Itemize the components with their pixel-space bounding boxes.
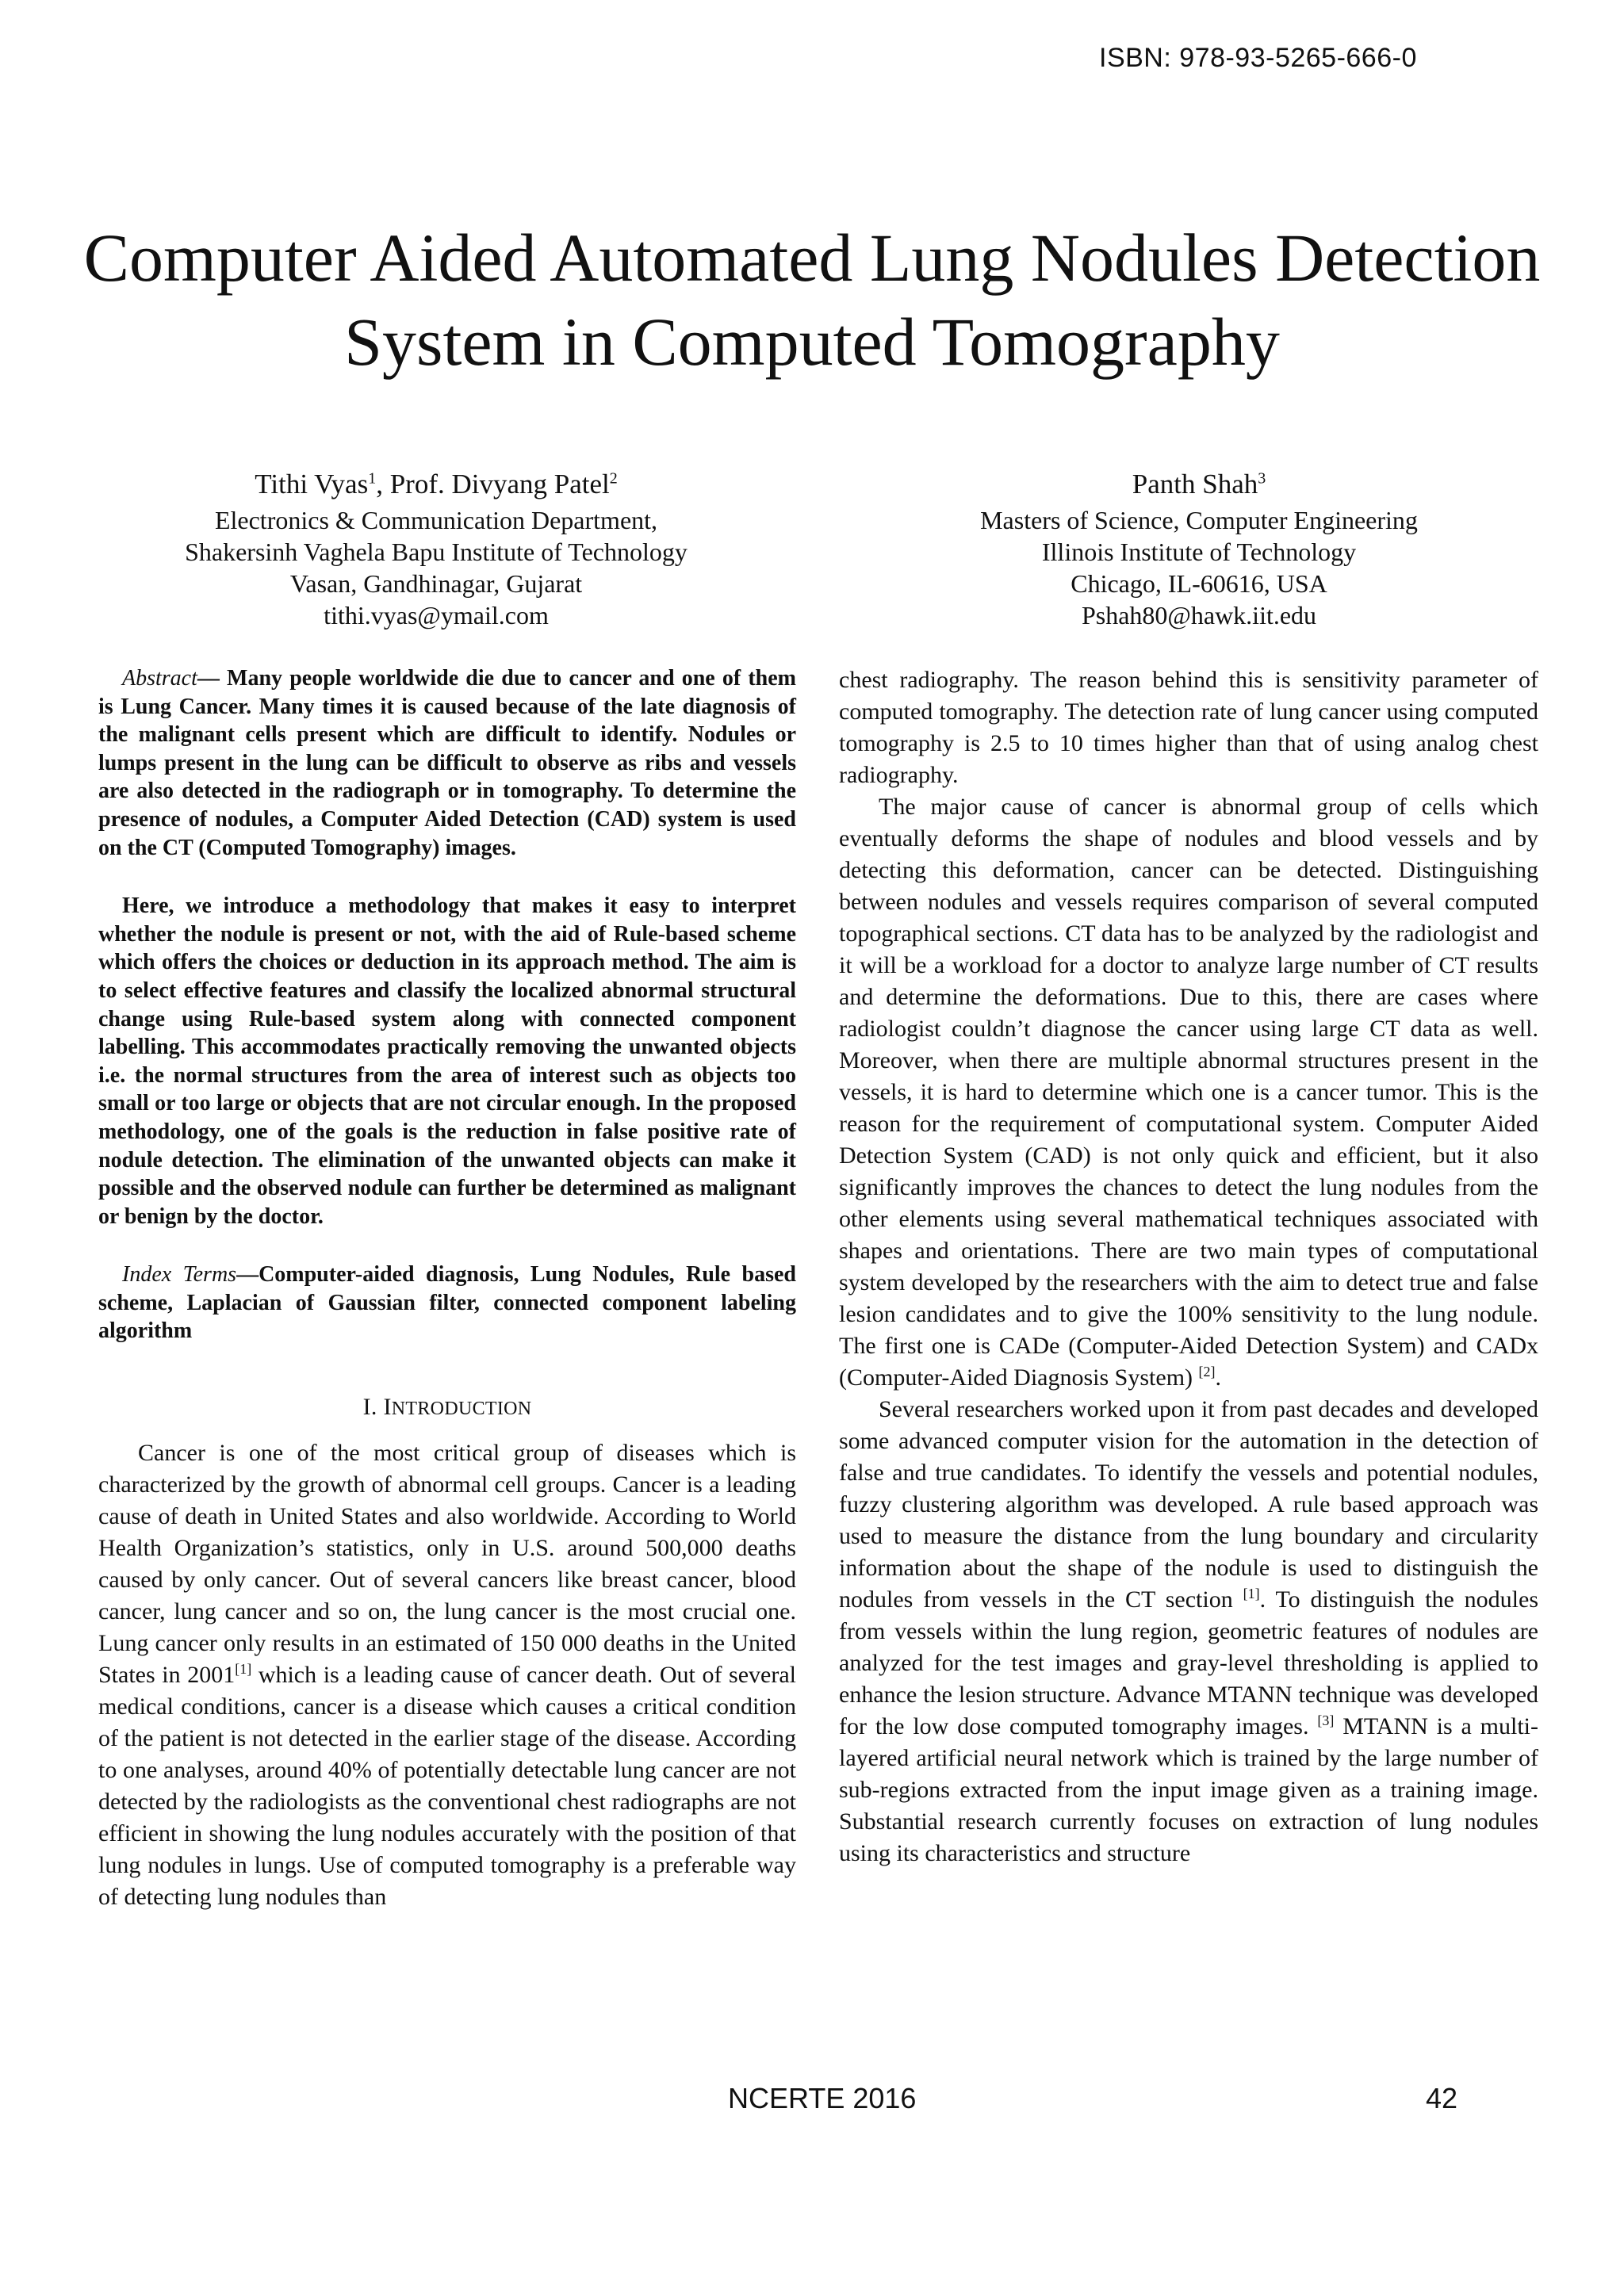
citation: [1] <box>235 1661 252 1678</box>
body-text: The major cause of cancer is abnormal group of cells which eventually deforms the shape of nodules and blood vessels and by detecting this deformation, cancer can be detected. Distinguishing between nodules and vessels requires comparison of several computed topographical sections. CT data has to be analyzed by the radiologist and it will be a workload for a doctor to analyze large number of CT results and determine the deformations. Due to this, there are cases where radiologist couldn’t diagnose the cancer using large CT data as well. Moreover, when there are multiple abnormal structures present in the vessels, it is hard to determine which one is a cancer tumor. This is the reason for the requirement of computational system. Computer Aided Detection System (CAD) is not only quick and efficient, but it also significantly improves the chances to detect the lung nodules from the other elements using several mathematical techniques associated with shapes and orientations. There are two main types of computational system developed by the researchers with the aim to detect true and false lesion candidates and to give the 100% sensitivity to the lung nodule. The first one is CADe (Computer-Aided Detection System) and CADx (Computer-Aided Diagnosis System) <box>839 794 1538 1391</box>
affiliation-line: Electronics & Communication Department, <box>214 506 658 534</box>
citation: [1] <box>1243 1586 1260 1601</box>
footer-page-number: 42 <box>1426 2082 1458 2114</box>
citation: [2] <box>1198 1364 1216 1380</box>
section-heading <box>98 1391 796 1425</box>
body-text: chest radiography. The reason behind this is sensitivity parameter of computed tomography. The detection rate of lung cancer using computed tomography is 2.5 to 10 times higher than that of using analog chest radiography. <box>839 667 1538 788</box>
abstract-label: Abstract <box>122 666 197 691</box>
title-line-2: System in Computed Tomography <box>344 304 1280 380</box>
affiliation-marker: 3 <box>1258 469 1266 488</box>
footer-conference: NCERTE 2016 <box>728 2082 917 2114</box>
affiliation-line: Shakersinh Vaghela Bapu Institute of Technology <box>185 538 688 566</box>
author-email: tithi.vyas@ymail.com <box>324 601 549 629</box>
author-block-right <box>874 466 1524 631</box>
right-column <box>839 664 1538 1869</box>
affiliation-line: Vasan, Gandhinagar, Gujarat <box>289 569 583 598</box>
index-terms-text: —Computer-aided diagnosis, Lung Nodules, Rule based scheme, Laplacian of Gaussian filter, connected component labeling algorithm <box>98 1262 796 1344</box>
body-text: Several researchers worked upon it from past decades and developed some advanced computer vision for the automation in the detection of false and true candidates. To identify the vessels and potential nodules, fuzzy clustering algorithm was developed. A rule based approach was used to measure the distance from the lung boundary and circularity information about the shape of the nodule is used to distinguish the nodules from vessels in the CT section <box>839 1396 1538 1613</box>
author-block-left <box>111 466 761 631</box>
affiliation-marker: 2 <box>609 469 618 488</box>
body-paragraph <box>98 1437 796 1913</box>
author-name: Panth Shah <box>1132 469 1258 499</box>
index-terms <box>98 1261 796 1345</box>
author-name: , Prof. Divyang Patel <box>376 469 610 499</box>
isbn-header: ISBN: 978-93-5265-666-0 <box>1099 43 1417 73</box>
author-names-right <box>874 466 1524 503</box>
citation: [3] <box>1317 1712 1335 1728</box>
body-text: Cancer is one of the most critical group of diseases which is characterized by the growth of abnormal cell groups. Cancer is a leading cause of death in United States and also worldwide. According to World Health Organization’s statistics, only in U.S. around 500,000 deaths caused by only cancer. Out of several cancers like breast cancer, blood cancer, lung cancer and so on, the lung cancer is the most crucial one. Lung cancer only results in an estimated of 150 000 deaths in the United States in 2001 <box>98 1440 796 1689</box>
section-title: NTRODUCTION <box>391 1399 532 1420</box>
body-paragraph <box>839 664 1538 791</box>
author-email: Pshah80@hawk.iit.edu <box>1081 601 1317 629</box>
title-line-1: Computer Aided Automated Lung Nodules Detection <box>83 220 1541 296</box>
abstract-text: Here, we introduce a methodology that makes it easy to interpret whether the nodule is present or not, with the aid of Rule-based scheme which offers the choices or deduction in its approach method. The aim is to select effective features and classify the localized abnormal structural change using Rule-based system along with connected component labelling. This accommodates practically removing the unwanted objects i.e. the normal structures from the area of interest such as objects too small or too large or objects that are not circular enough. In the proposed methodology, one of the goals is the reduction in false positive rate of nodule detection. The elimination of the unwanted objects can make it possible and the observed nodule can further be determined as malignant or benign by the doctor. <box>98 894 796 1229</box>
abstract-text: — Many people worldwide die due to cancer and one of them is Lung Cancer. Many times it is caused because of the late diagnosis of the malignant cells present which are difficult to identify. Nodules or lumps present in the lung can be difficult to observe as ribs and vessels are also detected in the radiograph or in tomography. To determine the presence of nodules, a Computer Aided Detection (CAD) system is used on the CT (Computed Tomography) images. <box>98 666 796 860</box>
author-names-left <box>111 466 761 503</box>
affiliation-line: Chicago, IL-60616, USA <box>1071 569 1327 598</box>
section-number: I. I <box>362 1394 392 1421</box>
abstract-paragraph <box>98 664 796 862</box>
author-name: Tithi Vyas <box>255 469 369 499</box>
body-paragraph <box>839 1394 1538 1869</box>
affiliation-marker: 1 <box>368 469 377 488</box>
abstract-paragraph <box>98 892 796 1230</box>
body-text: . <box>1215 1364 1222 1391</box>
body-paragraph <box>839 791 1538 1394</box>
left-column <box>98 664 796 1913</box>
affiliation-line: Masters of Science, Computer Engineering <box>980 506 1418 534</box>
affiliation-line: Illinois Institute of Technology <box>1041 538 1357 566</box>
body-text: MTANN is a multi-layered artificial neural network which is trained by the large number of sub-regions extracted from the input image given as a training image. Substantial research currently focuses on extraction of lung nodules using its characteristics and structure <box>839 1713 1539 1866</box>
body-text: . To distinguish the nodules from vessels within the lung region, geometric features of nodules are analyzed for the test images and gray-level thresholding is applied to enhance the lesion structure. Advance MTANN technique was developed for the low dose computed tomography images. <box>839 1586 1538 1739</box>
paper-title <box>0 216 1624 384</box>
index-terms-label: Index Terms <box>122 1262 237 1288</box>
body-text: which is a leading cause of cancer death. Out of several medical conditions, cancer is a disease which causes a critical condition of the patient is not detected in the earlier stage of the disease. According to one analyses, around 40% of potentially detectable lung cancer are not detected by the radiologists as the conventional chest radiographs are not efficient in showing the lung nodules accurately with the position of that lung nodules in lungs. Use of computed tomography is a preferable way of detecting lung nodules than <box>98 1662 796 1911</box>
